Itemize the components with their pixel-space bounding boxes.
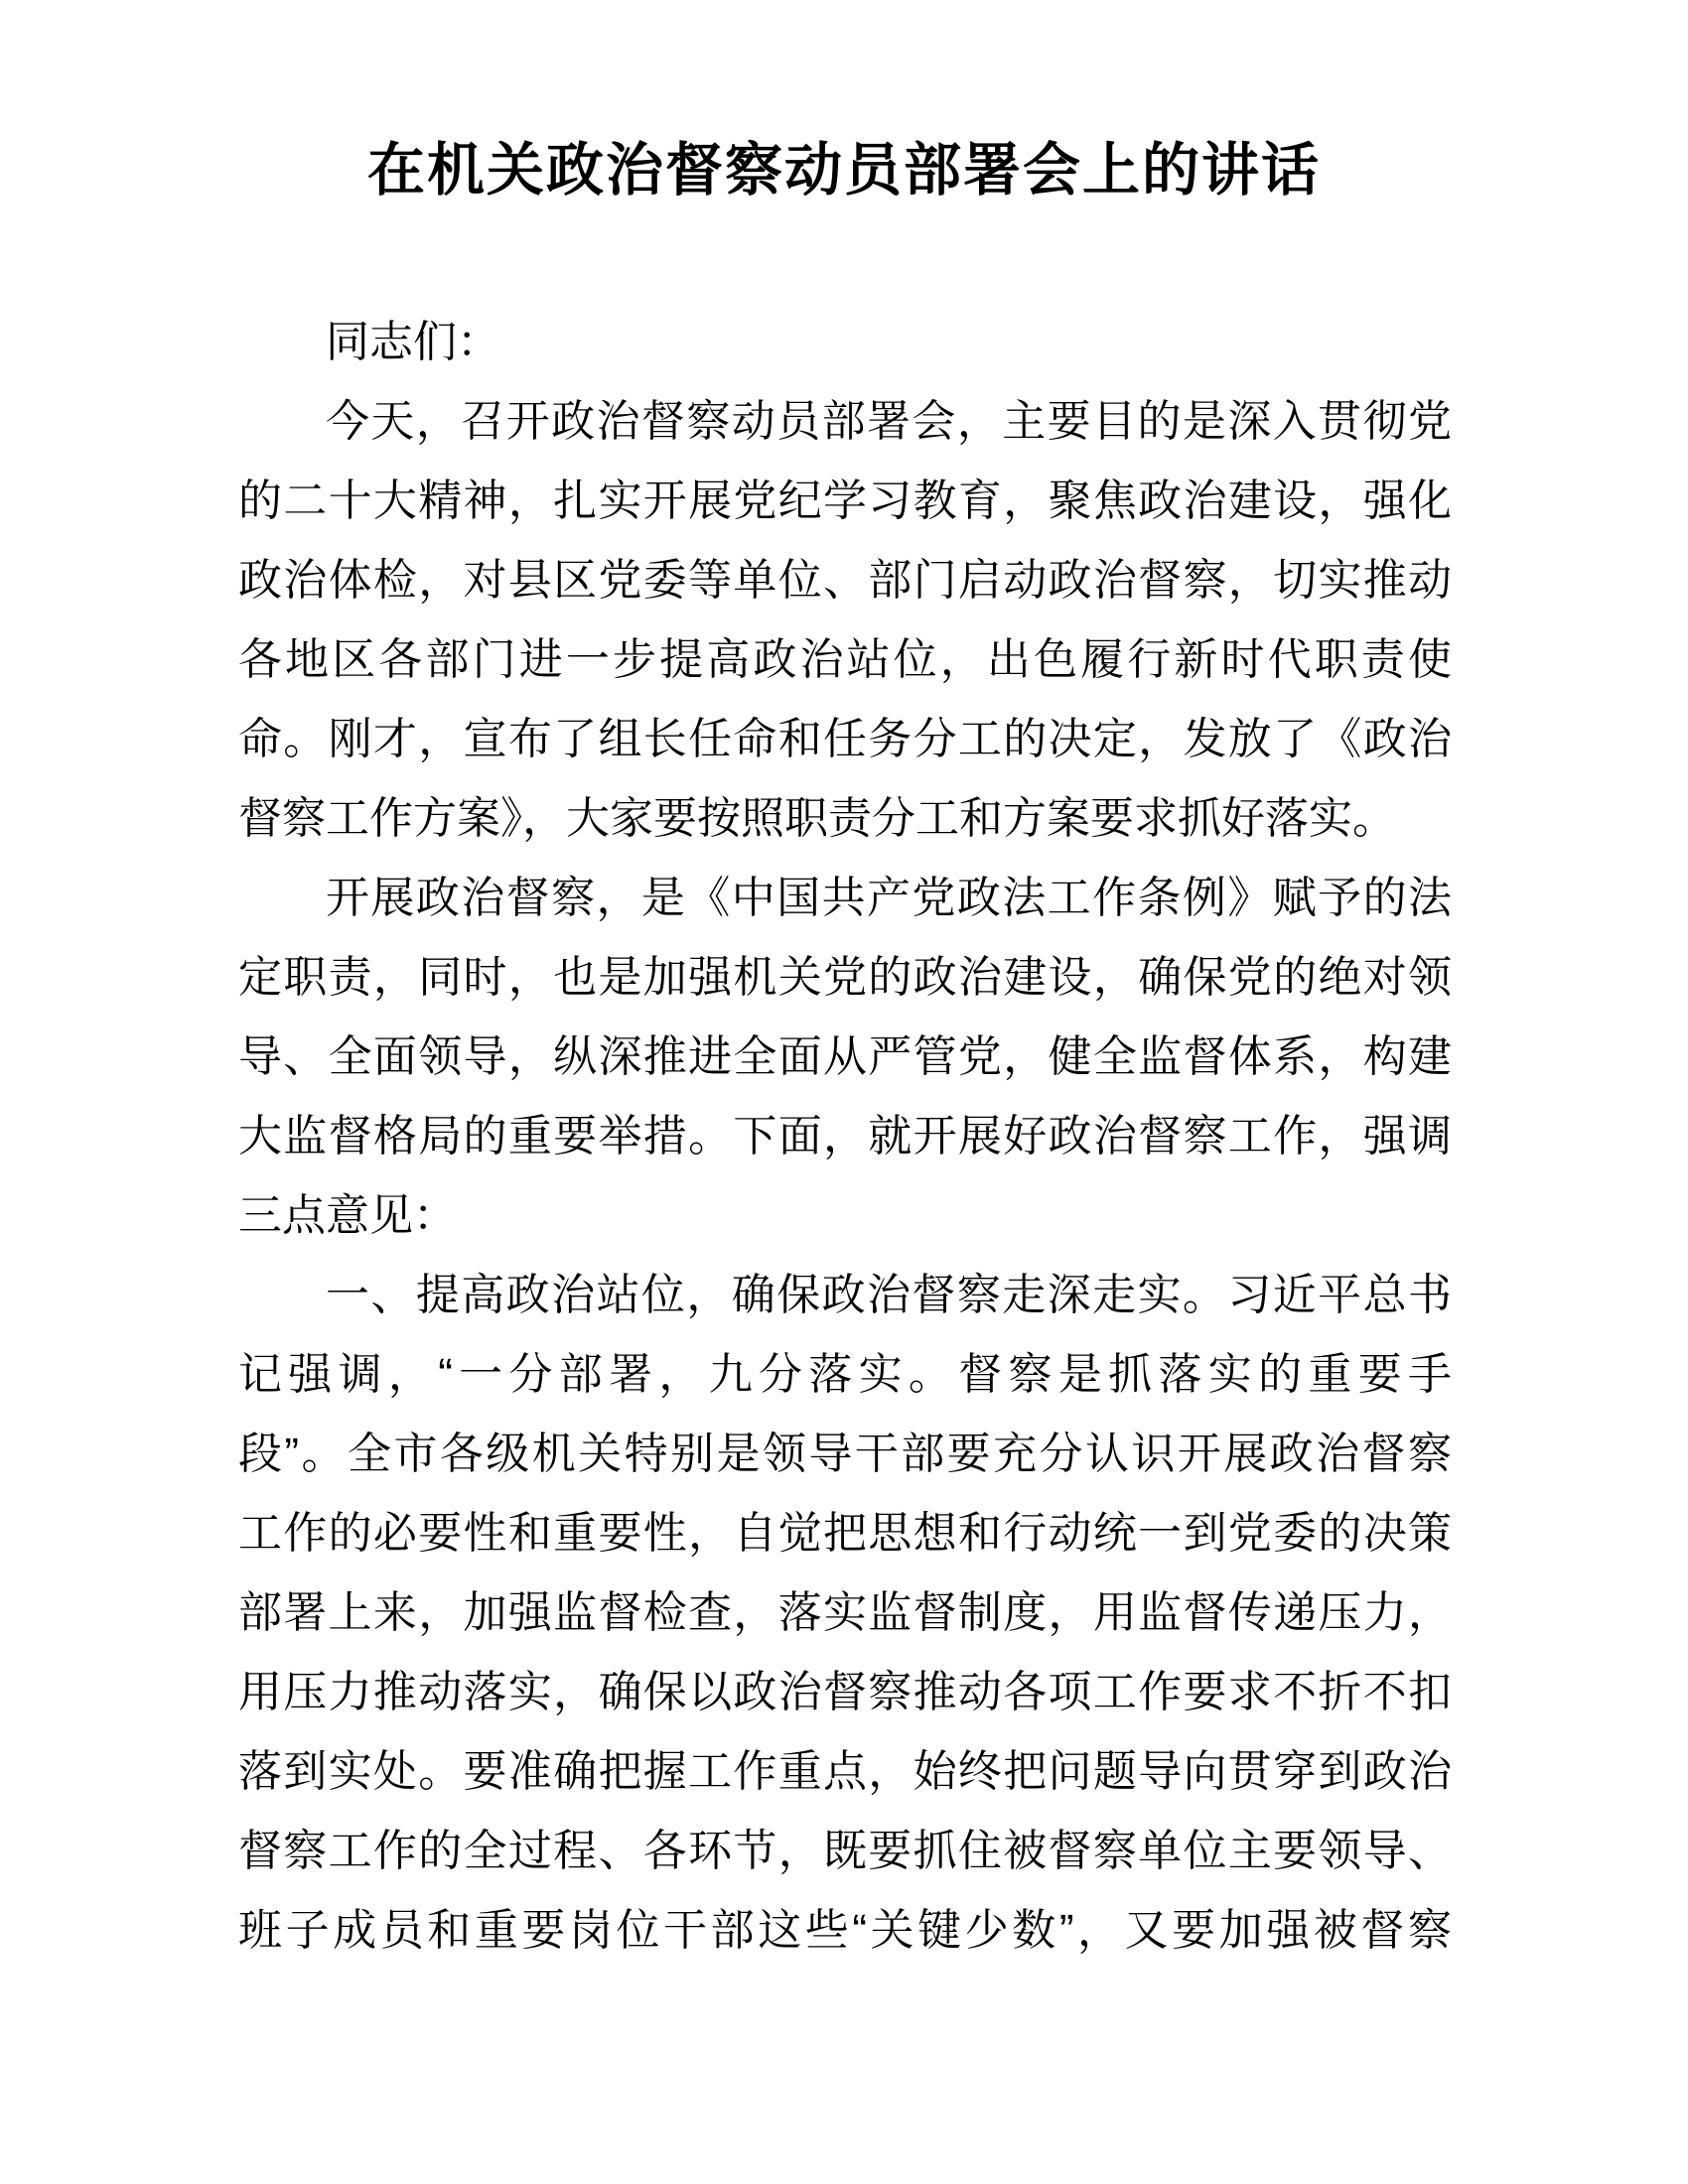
text-line: 导、全面领导，纵深推进全面从严管党，健全监督体系，构建 (238, 1032, 1452, 1081)
text-line: 落到实处。要准确把握工作重点，始终把问题导向贯穿到政治 (238, 1747, 1452, 1796)
document-body (238, 303, 1452, 1971)
text-line: 各地区各部门进一步提高政治站位，出色履行新时代职责使 (238, 635, 1452, 684)
text-line: 段”。全市各级机关特别是领导干部要充分认识开展政治督察 (238, 1430, 1452, 1478)
text-line: 政治体检，对县区党委等单位、部门启动政治督察，切实推动 (238, 556, 1452, 605)
text-line: 命。刚才，宣布了组长任命和任务分工的决定，发放了《政治 (238, 715, 1452, 763)
text-line: 定职责，同时，也是加强机关党的政治建设，确保党的绝对领 (238, 953, 1452, 1002)
text-line: 的二十大精神，扎实开展党纪学习教育，聚焦政治建设，强化 (238, 477, 1452, 525)
text-line: 记强调，“一分部署，九分落实。督察是抓落实的重要手 (238, 1350, 1452, 1399)
text-line: 今天，召开政治督察动员部署会，主要目的是深入贯彻党 (326, 397, 1452, 446)
text-line: 同志们： (326, 318, 500, 366)
text-line: 大监督格局的重要举措。下面，就开展好政治督察工作，强调 (238, 1112, 1452, 1160)
text-line: 工作的必要性和重要性，自觉把思想和行动统一到党委的决策 (238, 1509, 1452, 1558)
text-line: 班子成员和重要岗位干部这些“关键少数”，又要加强被督察 (238, 1906, 1452, 1955)
text-line: 三点意见： (238, 1191, 457, 1240)
text-line: 督察工作的全过程、各环节，既要抓住被督察单位主要领导、 (238, 1827, 1452, 1875)
text-line: 一、提高政治站位，确保政治督察走深走实。习近平总书 (326, 1271, 1452, 1319)
text-line: 部署上来，加强监督检查，落实监督制度，用监督传递压力， (238, 1588, 1452, 1637)
text-line: 用压力推动落实，确保以政治督察推动各项工作要求不折不扣 (238, 1668, 1452, 1716)
text-line: 开展政治督察，是《中国共产党政法工作条例》赋予的法 (326, 874, 1452, 922)
document-title: 在机关政治督察动员部署会上的讲话 (366, 138, 1321, 203)
text-line: 督察工作方案》，大家要按照职责分工和方案要求抓好落实。 (238, 794, 1396, 843)
